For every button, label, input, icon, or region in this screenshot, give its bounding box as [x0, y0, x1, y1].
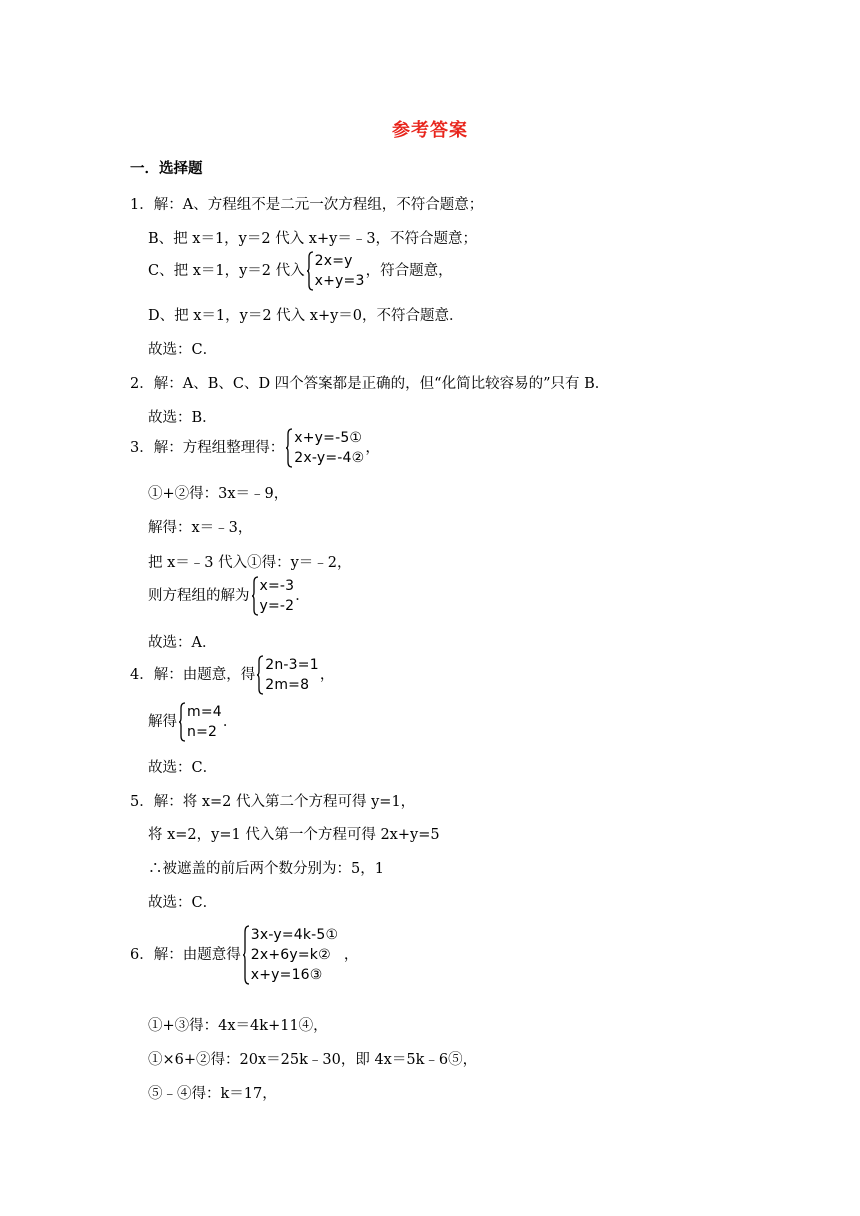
q4-solution-pre: 解得: [148, 714, 177, 730]
q5-line-a: 5．解：将 x=2 代入第二个方程可得 y=1，: [130, 794, 416, 810]
q6-step-3: ⑤﹣④得：k＝17，: [148, 1086, 277, 1102]
equation-line: x+y=16③: [250, 967, 323, 983]
q3-line-a-pre: 3．解：方程组整理得：: [130, 440, 285, 456]
q3-line-a: [130, 428, 380, 468]
q3-step-4-post: ．: [295, 588, 310, 604]
q6-step-2: ①×6+②得：20x＝25k﹣30，即 4x＝5k﹣6⑤，: [148, 1052, 478, 1068]
equation-line: 3x-y=4k-5①: [250, 927, 339, 943]
q5-line-b: 将 x=2，y=1 代入第一个方程可得 2x+y=5: [148, 827, 440, 843]
equation-line: x+y=3: [314, 273, 365, 289]
q6-line-a-post: ，: [339, 947, 359, 963]
q3-step-2: 解得：x＝﹣3，: [148, 520, 253, 536]
q3-step-4-pre: 则方程组的解为: [148, 588, 250, 604]
q4-answer: 故选：C．: [148, 760, 218, 776]
q3-answer: 故选：A．: [148, 635, 217, 651]
brace-icon: [242, 925, 250, 985]
equation-line: 2n-3=1: [265, 657, 319, 673]
page-title: 参考答案: [392, 120, 468, 141]
brace-icon: [251, 576, 259, 616]
q6-step-1: ①+③得：4x＝4k+11④，: [148, 1018, 328, 1034]
q1-answer: 故选：C．: [148, 342, 218, 358]
q1-line-c: [148, 251, 453, 291]
q4-solution-post: ．: [222, 714, 238, 730]
q1-line-c-pre: C、把 x＝1，y＝2 代入: [148, 263, 305, 279]
q4-line-a: [130, 655, 334, 695]
q4-solution: [148, 702, 237, 742]
solution-system: [251, 576, 295, 616]
equation-line: x=-3: [259, 578, 295, 594]
brace-icon: [285, 428, 293, 468]
equation-system: [256, 655, 319, 695]
equation-line: m=4: [187, 704, 222, 720]
q3-step-3: 把 x＝﹣3 代入①得：y＝﹣2，: [148, 555, 352, 571]
q6-line-a: [130, 925, 358, 985]
equation-line: 2x+6y=k②: [250, 947, 331, 963]
equation-line: 2m=8: [265, 677, 310, 693]
q3-step-1: ①+②得：3x＝﹣9，: [148, 486, 289, 502]
q1-line-d: D、把 x＝1，y＝2 代入 x+y＝0，不符合题意．: [148, 308, 464, 324]
q1-line-a: 1．解：A、方程组不是二元一次方程组，不符合题意；: [130, 197, 484, 213]
q3-line-a-post: ，: [365, 440, 380, 456]
equation-line: y=-2: [259, 598, 295, 614]
equation-system: [285, 428, 364, 468]
q5-answer: 故选：C．: [148, 895, 218, 911]
q2-line-a: 2．解：A、B、C、D 四个答案都是正确的，但“化简比较容易的”只有 B．: [130, 376, 610, 392]
equation-system: [306, 251, 365, 291]
section-heading: 一．选择题: [130, 160, 203, 177]
brace-icon: [256, 655, 264, 695]
q4-line-a-post: ，: [319, 667, 335, 683]
q2-answer: 故选：B．: [148, 410, 217, 426]
brace-icon: [306, 251, 314, 291]
q1-line-c-post: ，符合题意，: [365, 263, 453, 279]
equation-line: 2x-y=-4②: [294, 450, 365, 466]
equation-system: [242, 925, 339, 985]
equation-line: x+y=-5①: [294, 430, 363, 446]
brace-icon: [178, 702, 186, 742]
q3-step-4: [148, 576, 310, 616]
q1-line-b: B、把 x＝1，y＝2 代入 x+y＝﹣3，不符合题意；: [148, 231, 478, 247]
equation-line: 2x=y: [314, 253, 353, 269]
q5-line-c: ∴被遮盖的前后两个数分别为：5，1: [148, 861, 384, 877]
solution-system: [178, 702, 222, 742]
q6-line-a-pre: 6．解：由题意得: [130, 947, 241, 963]
equation-line: n=2: [187, 724, 218, 740]
q4-line-a-pre: 4．解：由题意，得: [130, 667, 256, 683]
